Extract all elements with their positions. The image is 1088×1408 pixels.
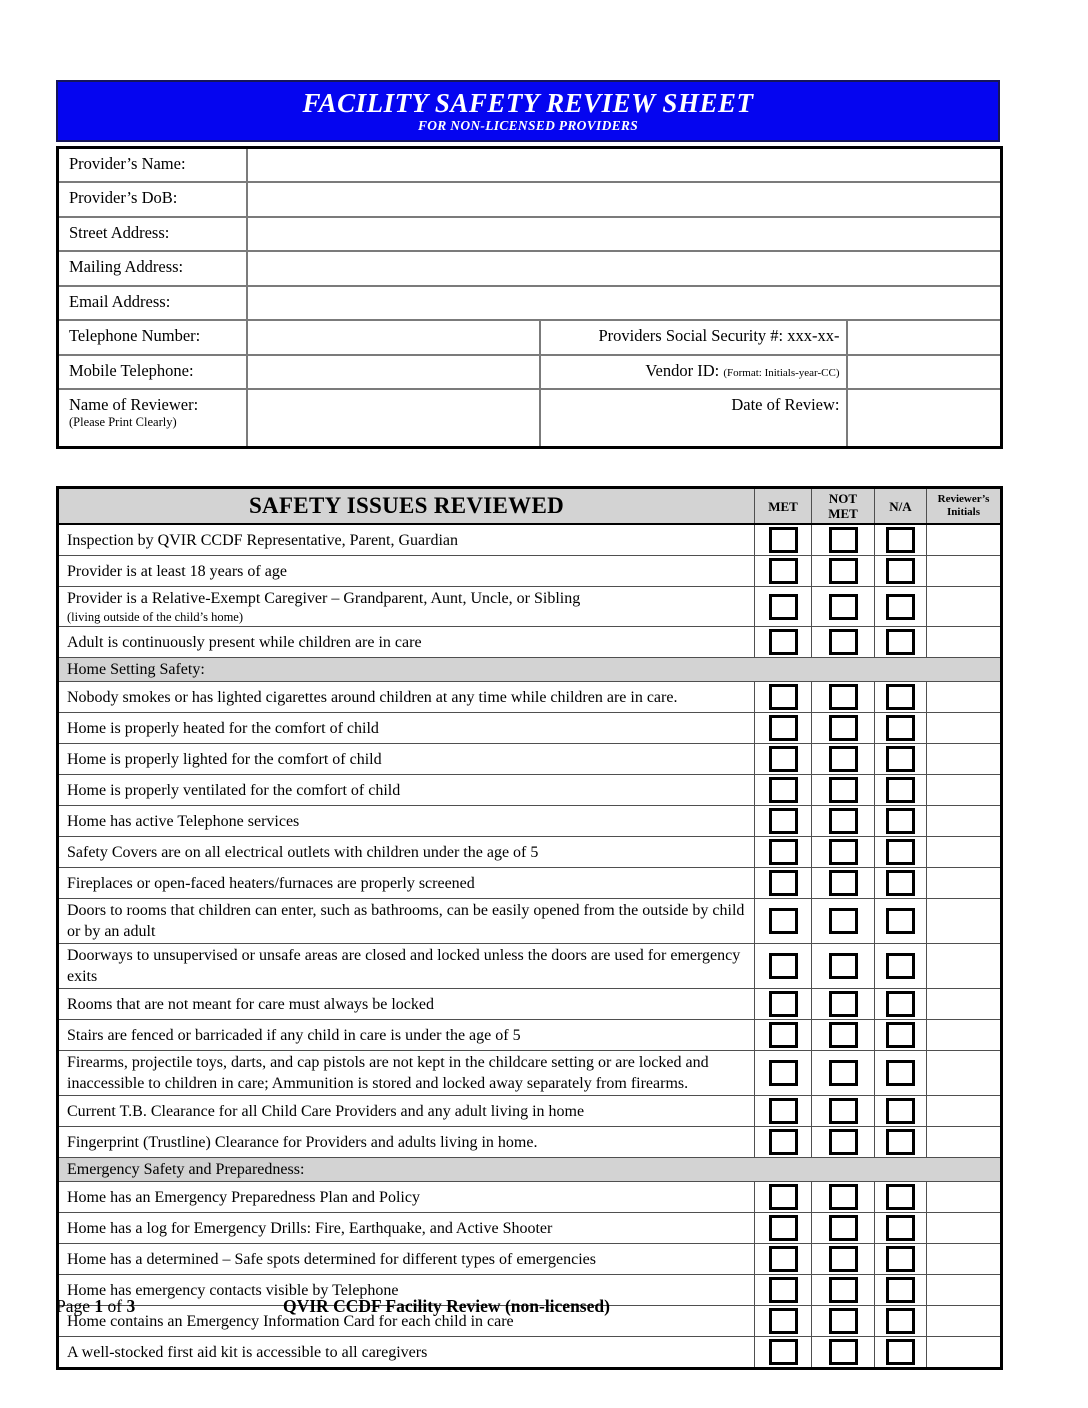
section-header-row [58,658,1002,682]
na-cell [875,627,927,658]
not-met-cell [812,868,875,899]
checklist-row [58,744,1002,775]
not-met-cell [812,1020,875,1051]
item-text: Home has an Emergency Preparedness Plan and Policy [58,1182,755,1213]
na-cell [875,837,927,868]
item-text-note: (living outside of the child’s home) [67,610,244,624]
provider-form-row [58,182,1002,217]
not-met-checkbox[interactable] [829,953,858,979]
section-header-row [58,1158,1002,1182]
item-text: Firearms, projectile toys, darts, and cap pistols are not kept in the childcare setting or are locked and inaccessible to children in care; Ammunition is stored and locked away separately from firearms. [58,1051,755,1096]
form-banner [56,80,1000,142]
field-label: Name of Reviewer: (Please Print Clearly) [58,389,247,447]
item-text: Home is properly lighted for the comfort of child [58,744,755,775]
met-checkbox[interactable] [769,594,798,620]
provider-form-row [58,355,1002,390]
na-cell [875,806,927,837]
na-checkbox[interactable] [886,1246,915,1272]
form-subtitle: FOR NON-LICENSED PROVIDERS [417,118,639,133]
not-met-checkbox[interactable] [829,1129,858,1155]
not-met-cell [812,627,875,658]
initials-cell[interactable] [927,868,1002,899]
met-cell [755,587,812,627]
field-label: Provider’s DoB: [58,182,247,217]
checklist-row [58,524,1002,556]
met-cell [755,868,812,899]
not-met-cell [812,1096,875,1127]
na-cell [875,682,927,713]
field-label2: Vendor ID: (Format: Initials-year-CC) [540,355,847,390]
na-checkbox[interactable] [886,715,915,741]
met-cell [755,524,812,556]
item-text: Home is properly ventilated for the comfort of child [58,775,755,806]
met-checkbox[interactable] [769,1022,798,1048]
initials-cell[interactable] [927,1127,1002,1158]
met-cell [755,899,812,944]
initials-cell[interactable] [927,1020,1002,1051]
not-met-cell [812,1182,875,1213]
met-cell [755,556,812,587]
na-checkbox[interactable] [886,1022,915,1048]
item-text: Doors to rooms that children can enter, such as bathrooms, can be easily opened from the outside by child or by an adult [58,899,755,944]
met-cell [755,713,812,744]
checklist-row [58,806,1002,837]
met-cell [755,1337,812,1369]
item-text: Provider is at least 18 years of age [58,556,755,587]
met-cell [755,837,812,868]
met-cell [755,682,812,713]
item-text: Fingerprint (Trustline) Clearance for Providers and adults living in home. [58,1127,755,1158]
not-met-checkbox[interactable] [829,1246,858,1272]
met-checkbox[interactable] [769,684,798,710]
not-met-checkbox[interactable] [829,715,858,741]
field-label: Street Address: [58,217,247,252]
na-checkbox[interactable] [886,1339,915,1365]
checklist-row [58,1182,1002,1213]
initials-cell[interactable] [927,587,1002,627]
field-input[interactable] [247,389,540,447]
met-checkbox[interactable] [769,558,798,584]
not-met-checkbox[interactable] [829,1339,858,1365]
field-input[interactable] [247,286,1002,321]
na-checkbox[interactable] [886,1129,915,1155]
item-text: Home has a determined – Safe spots determined for different types of emergencies [58,1244,755,1275]
met-checkbox[interactable] [769,991,798,1017]
provider-form-row [58,217,1002,252]
met-checkbox[interactable] [769,1184,798,1210]
field-label: Mailing Address: [58,251,247,286]
na-checkbox[interactable] [886,629,915,655]
na-checkbox[interactable] [886,870,915,896]
item-text: A well-stocked first aid kit is accessible to all caregivers [58,1337,755,1369]
not-met-checkbox[interactable] [829,1060,858,1086]
met-cell [755,944,812,989]
not-met-checkbox[interactable] [829,870,858,896]
checklist-row [58,1127,1002,1158]
field-label: Provider’s Name: [58,148,247,183]
not-met-cell [812,944,875,989]
na-cell [875,713,927,744]
not-met-checkbox[interactable] [829,908,858,934]
met-checkbox[interactable] [769,629,798,655]
met-checkbox[interactable] [769,839,798,865]
na-checkbox[interactable] [886,777,915,803]
item-text: Stairs are fenced or barricaded if any child in care is under the age of 5 [58,1020,755,1051]
item-text: Home contains an Emergency Information Card for each child in care [58,1306,755,1337]
checklist-row [58,1244,1002,1275]
not-met-cell [812,556,875,587]
met-cell [755,1244,812,1275]
na-cell [875,1051,927,1096]
initials-cell[interactable] [927,744,1002,775]
provider-form-row [58,286,1002,321]
met-cell [755,627,812,658]
not-met-checkbox[interactable] [829,991,858,1017]
na-checkbox[interactable] [886,684,915,710]
not-met-checkbox[interactable] [829,777,858,803]
field-label: Email Address: [58,286,247,321]
na-cell [875,989,927,1020]
na-checkbox[interactable] [886,908,915,934]
not-met-column-header: NOT MET [812,488,875,525]
checklist-row [58,587,1002,627]
field-input[interactable] [247,251,1002,286]
na-cell [875,1182,927,1213]
checklist-row [58,944,1002,989]
document-name: QVIR CCDF Facility Review (non-licensed) [283,1296,610,1316]
item-text: Inspection by QVIR CCDF Representative, Parent, Guardian [58,524,755,556]
met-cell [755,1051,812,1096]
not-met-cell [812,899,875,944]
not-met-cell [812,775,875,806]
initials-cell[interactable] [927,524,1002,556]
checklist-body [58,488,1002,1369]
met-checkbox[interactable] [769,1098,798,1124]
not-met-cell [812,1244,875,1275]
na-cell [875,775,927,806]
item-text: Home has emergency contacts visible by Telephone [58,1275,755,1306]
met-cell [755,1020,812,1051]
met-cell [755,989,812,1020]
na-cell [875,868,927,899]
not-met-cell [812,744,875,775]
initials-cell[interactable] [927,989,1002,1020]
page-total: 3 [126,1296,136,1316]
not-met-checkbox[interactable] [829,808,858,834]
na-cell [875,1127,927,1158]
field-input-small[interactable] [847,389,1002,447]
initials-column-header: Reviewer’s Initials [927,488,1002,525]
na-checkbox[interactable] [886,808,915,834]
checklist-row [58,682,1002,713]
field-input-small[interactable] [847,355,1002,390]
met-checkbox[interactable] [769,777,798,803]
field-label: Mobile Telephone: [58,355,247,390]
checklist-title: SAFETY ISSUES REVIEWED [58,488,755,525]
item-text: Fireplaces or open-faced heaters/furnaces are properly screened [58,868,755,899]
met-checkbox[interactable] [769,527,798,553]
na-cell [875,1020,927,1051]
initials-cell[interactable] [927,713,1002,744]
met-cell [755,775,812,806]
na-cell [875,944,927,989]
field-label2-format-hint: (Format: Initials-year-CC) [723,366,840,379]
met-cell [755,1127,812,1158]
na-cell [875,1337,927,1369]
checklist-row [58,627,1002,658]
initials-cell[interactable] [927,806,1002,837]
field-input[interactable] [247,320,540,355]
field-label: Telephone Number: [58,320,247,355]
checklist-row [58,837,1002,868]
not-met-checkbox[interactable] [829,684,858,710]
met-checkbox[interactable] [769,746,798,772]
na-checkbox[interactable] [886,594,915,620]
not-met-cell [812,806,875,837]
na-checkbox[interactable] [886,1060,915,1086]
met-checkbox[interactable] [769,1215,798,1241]
field-input[interactable] [247,148,1002,183]
initials-cell[interactable] [927,1337,1002,1369]
checklist-row [58,868,1002,899]
item-text: Rooms that are not meant for care must always be locked [58,989,755,1020]
na-checkbox[interactable] [886,1184,915,1210]
checklist-row [58,989,1002,1020]
na-checkbox[interactable] [886,953,915,979]
initials-cell[interactable] [927,1244,1002,1275]
section-header: Home Setting Safety: [58,658,1002,682]
page-number: 1 [94,1296,104,1316]
met-column-header: MET [755,488,812,525]
initials-cell[interactable] [927,1182,1002,1213]
checklist-row [58,899,1002,944]
initials-cell[interactable] [927,1096,1002,1127]
section-header: Emergency Safety and Preparedness: [58,1158,1002,1182]
field-input-small[interactable] [847,320,1002,355]
provider-form-row [58,251,1002,286]
na-cell [875,899,927,944]
not-met-checkbox[interactable] [829,839,858,865]
initials-cell[interactable] [927,837,1002,868]
provider-form-row [58,389,1002,447]
not-met-cell [812,1051,875,1096]
page-indicator: Page 1 of 3 [56,1296,136,1316]
not-met-checkbox[interactable] [829,594,858,620]
met-cell [755,806,812,837]
met-checkbox[interactable] [769,1129,798,1155]
provider-form-row [58,320,1002,355]
na-cell [875,744,927,775]
met-cell [755,744,812,775]
initials-cell[interactable] [927,1051,1002,1096]
provider-info-table [56,146,1003,449]
na-checkbox[interactable] [886,1215,915,1241]
na-checkbox[interactable] [886,1098,915,1124]
not-met-checkbox[interactable] [829,1215,858,1241]
provider-form-row [58,148,1002,183]
not-met-cell [812,989,875,1020]
met-checkbox[interactable] [769,715,798,741]
not-met-cell [812,1337,875,1369]
item-text: Nobody smokes or has lighted cigarettes around children at any time while children are in care. [58,682,755,713]
not-met-checkbox[interactable] [829,558,858,584]
field-input[interactable] [247,355,540,390]
not-met-cell [812,1127,875,1158]
na-column-header: N/A [875,488,927,525]
not-met-checkbox[interactable] [829,629,858,655]
initials-cell[interactable] [927,944,1002,989]
na-cell [875,556,927,587]
field-label2: Providers Social Security #: xxx-xx- [540,320,847,355]
not-met-cell [812,837,875,868]
na-cell [875,587,927,627]
item-text: Provider is a Relative-Exempt Caregiver – Grandparent, Aunt, Uncle, or Sibling (living outside of the child’s home) [58,587,755,627]
not-met-cell [812,713,875,744]
initials-cell[interactable] [927,1213,1002,1244]
na-checkbox[interactable] [886,558,915,584]
met-cell [755,1182,812,1213]
field-input[interactable] [247,182,1002,217]
field-label2: Date of Review: [540,389,847,447]
met-checkbox[interactable] [769,1060,798,1086]
item-text: Home has a log for Emergency Drills: Fire, Earthquake, and Active Shooter [58,1213,755,1244]
item-text: Home has active Telephone services [58,806,755,837]
not-met-checkbox[interactable] [829,527,858,553]
met-checkbox[interactable] [769,870,798,896]
not-met-checkbox[interactable] [829,1184,858,1210]
met-checkbox[interactable] [769,1246,798,1272]
item-text: Adult is continuously present while children are in care [58,627,755,658]
na-cell [875,524,927,556]
checklist-row [58,1213,1002,1244]
not-met-checkbox[interactable] [829,746,858,772]
na-checkbox[interactable] [886,527,915,553]
na-checkbox[interactable] [886,839,915,865]
na-cell [875,1096,927,1127]
safety-checklist-table [56,486,1003,1370]
checklist-row [58,775,1002,806]
checklist-row [58,1337,1002,1369]
item-text: Doorways to unsupervised or unsafe areas are closed and locked unless the doors are used for emergency exits [58,944,755,989]
not-met-checkbox[interactable] [829,1022,858,1048]
initials-cell[interactable] [927,682,1002,713]
field-sublabel: (Please Print Clearly) [69,415,177,429]
item-text: Current T.B. Clearance for all Child Care Providers and any adult living in home [58,1096,755,1127]
met-cell [755,1096,812,1127]
met-checkbox[interactable] [769,953,798,979]
checklist-header-row [58,488,1002,525]
checklist-row [58,713,1002,744]
not-met-cell [812,524,875,556]
met-checkbox[interactable] [769,808,798,834]
initials-cell[interactable] [927,899,1002,944]
na-cell [875,1213,927,1244]
na-checkbox[interactable] [886,991,915,1017]
initials-cell[interactable] [927,627,1002,658]
not-met-cell [812,682,875,713]
item-text: Safety Covers are on all electrical outlets with children under the age of 5 [58,837,755,868]
initials-cell[interactable] [927,775,1002,806]
checklist-row [58,1020,1002,1051]
not-met-checkbox[interactable] [829,1098,858,1124]
checklist-row [58,556,1002,587]
na-checkbox[interactable] [886,746,915,772]
provider-form-body [58,148,1002,448]
met-checkbox[interactable] [769,1339,798,1365]
field-input[interactable] [247,217,1002,252]
item-text: Home is properly heated for the comfort of child [58,713,755,744]
initials-cell[interactable] [927,556,1002,587]
met-checkbox[interactable] [769,908,798,934]
form-title: FACILITY SAFETY REVIEW SHEET [302,88,754,118]
checklist-row [58,1051,1002,1096]
na-cell [875,1244,927,1275]
checklist-row [58,1096,1002,1127]
not-met-cell [812,1213,875,1244]
page-footer [56,1296,956,1322]
not-met-cell [812,587,875,627]
met-cell [755,1213,812,1244]
